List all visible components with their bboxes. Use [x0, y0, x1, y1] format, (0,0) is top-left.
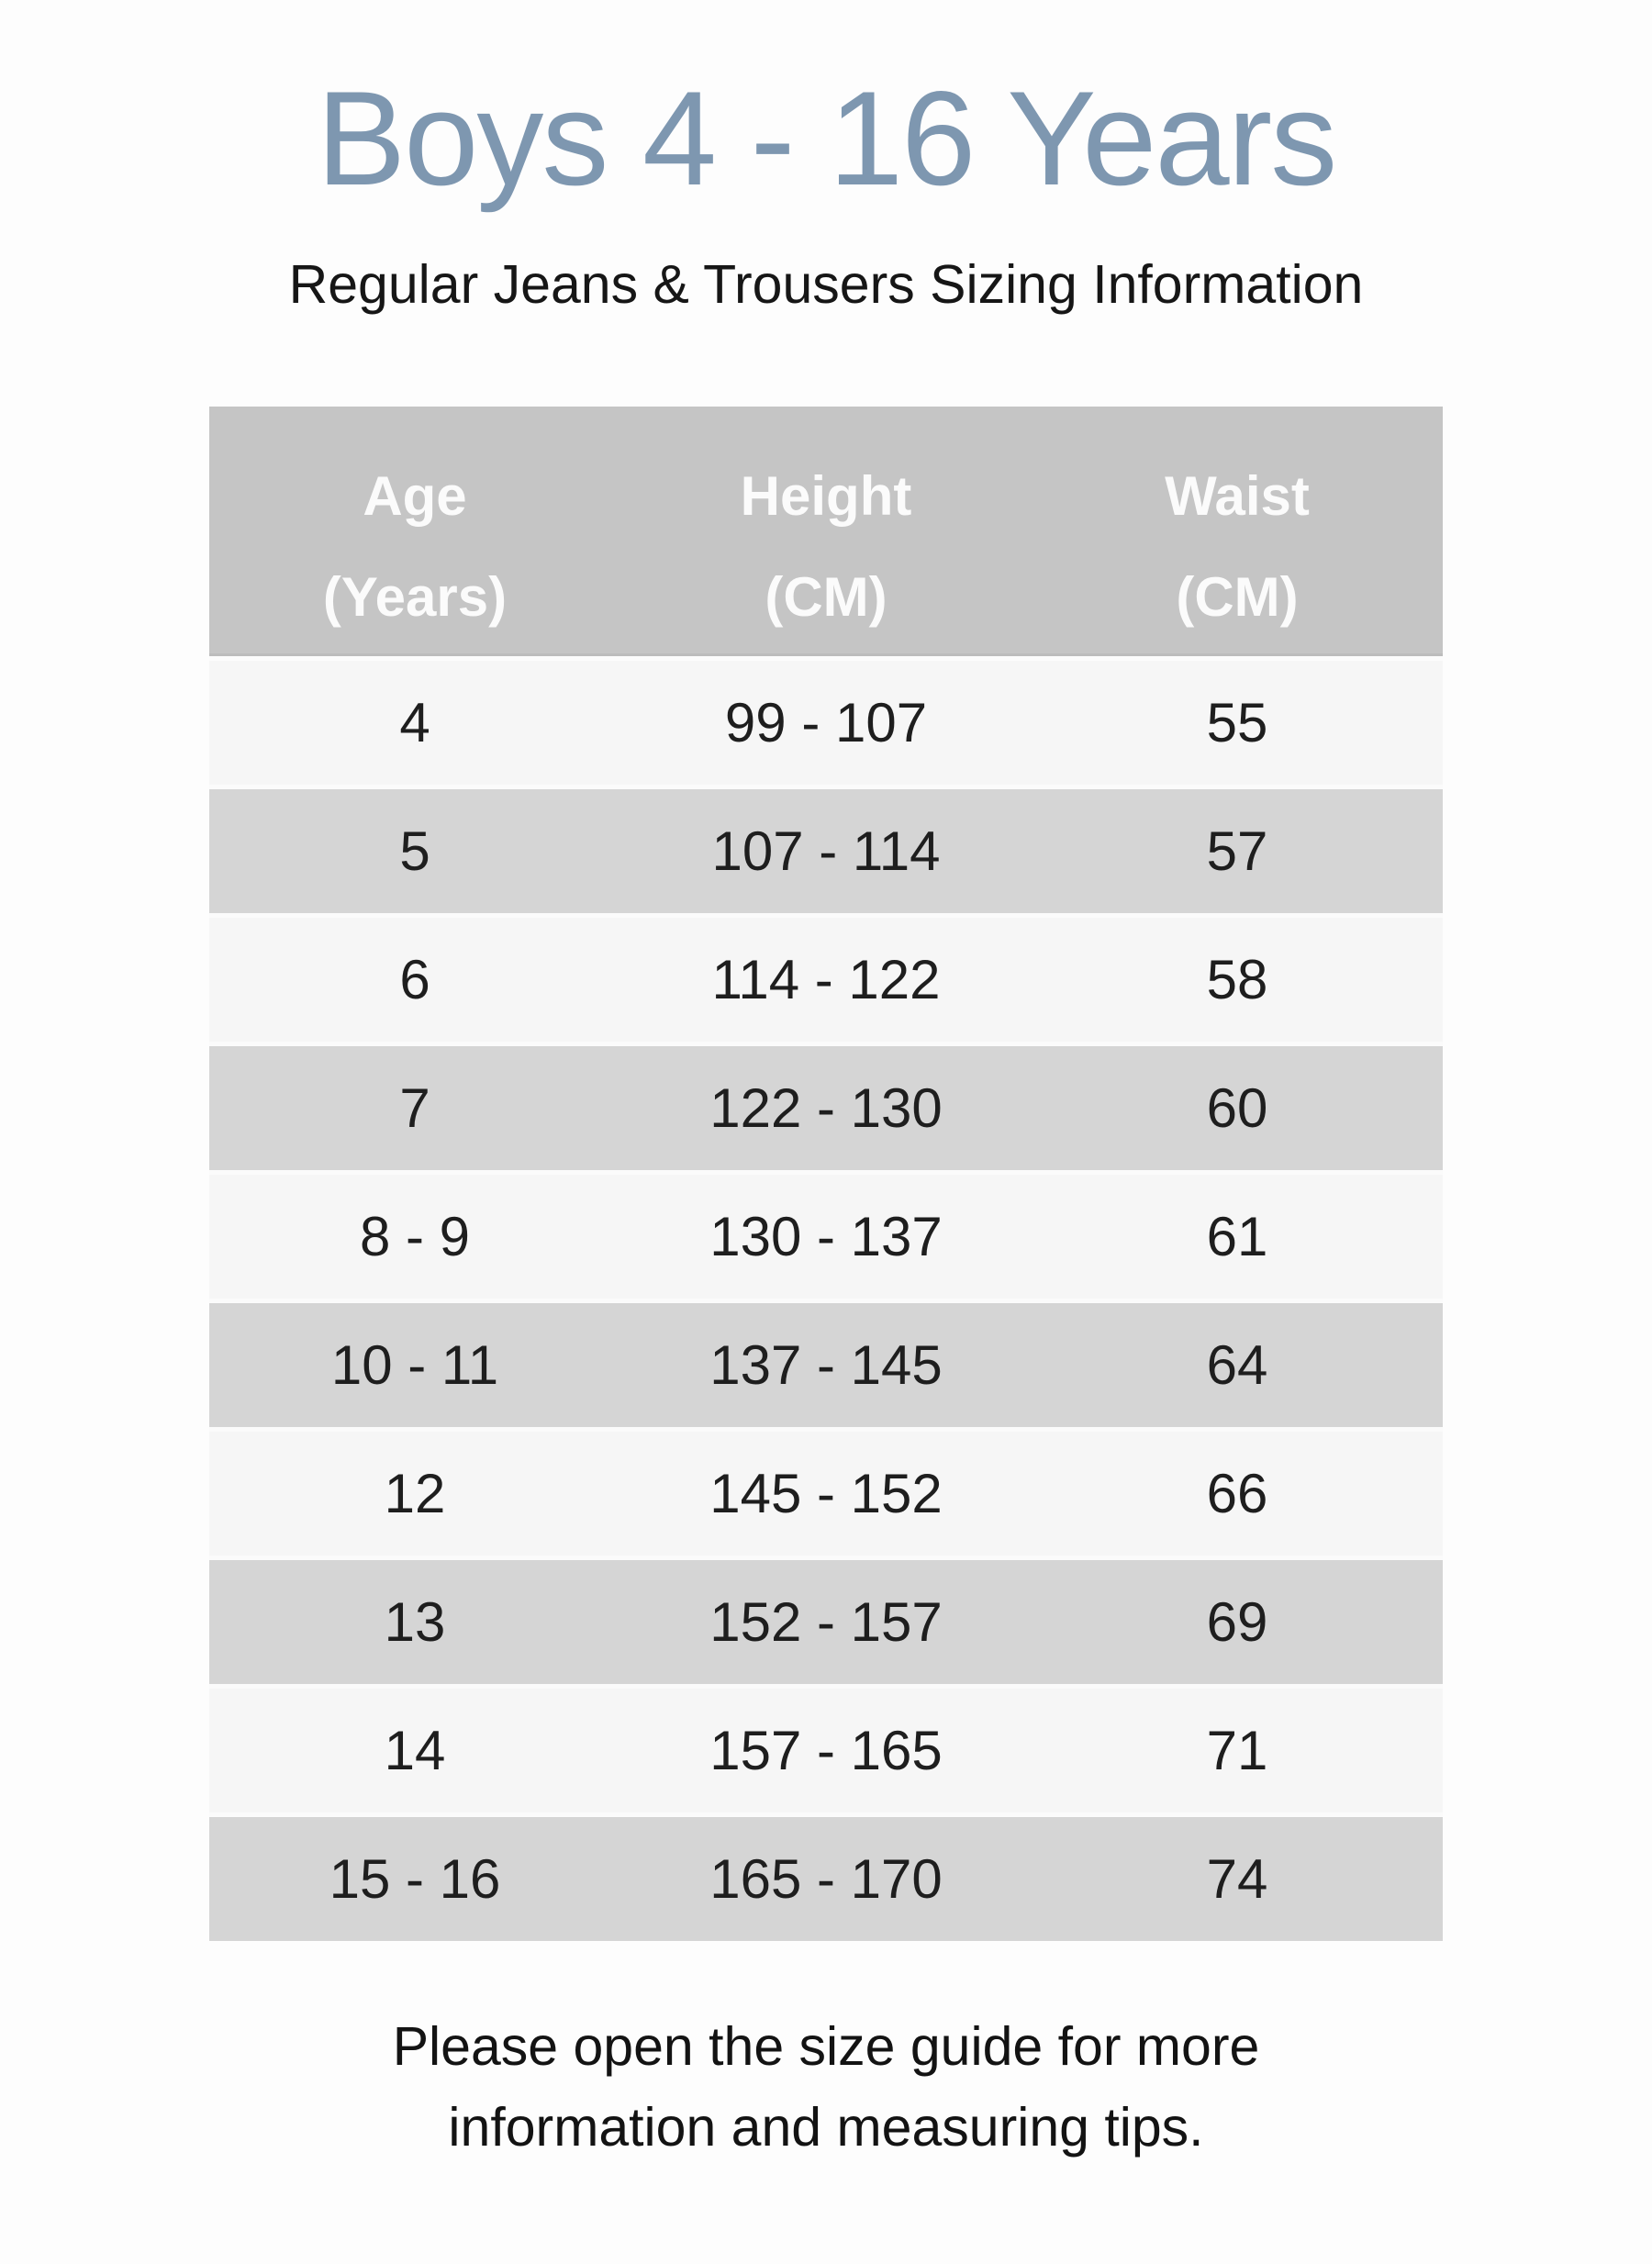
- table-row: [209, 1042, 1443, 1170]
- cell-age: 6: [399, 948, 430, 1010]
- cell-waist: 66: [1206, 1462, 1268, 1524]
- table-row: [209, 1684, 1443, 1812]
- cell-age: 14: [384, 1719, 446, 1781]
- size-table: [209, 407, 1443, 1941]
- cell-waist: 69: [1206, 1590, 1268, 1653]
- column-header-waist-title: Waist: [1165, 464, 1310, 527]
- cell-height: 152 - 157: [709, 1590, 943, 1653]
- cell-age: 15 - 16: [329, 1847, 501, 1910]
- cell-height: 130 - 137: [709, 1205, 943, 1267]
- cell-age: 8 - 9: [359, 1205, 471, 1267]
- table-row: [209, 1812, 1443, 1941]
- column-header-height-unit: (CM): [765, 565, 887, 628]
- cell-waist: 61: [1206, 1205, 1268, 1267]
- cell-age: 12: [384, 1462, 446, 1524]
- table-row: [209, 785, 1443, 913]
- cell-age: 4: [399, 691, 430, 753]
- table-header-row: [209, 407, 1443, 656]
- page-title: Boys 4 - 16 Years: [316, 63, 1336, 213]
- cell-waist: 60: [1206, 1076, 1268, 1139]
- table-row: [209, 1299, 1443, 1427]
- cell-height: 122 - 130: [709, 1076, 943, 1139]
- cell-waist: 74: [1206, 1847, 1268, 1910]
- column-header-waist-unit: (CM): [1176, 565, 1299, 628]
- cell-waist: 58: [1206, 948, 1268, 1010]
- table-row: [209, 1556, 1443, 1684]
- column-header-waist: [1032, 407, 1443, 653]
- column-header-height: [620, 407, 1032, 653]
- column-header-age-title: Age: [363, 464, 467, 527]
- table-row: [209, 1170, 1443, 1299]
- size-chart-page: [0, 61, 1652, 2264]
- cell-height: 165 - 170: [709, 1847, 943, 1910]
- page-subtitle: Regular Jeans & Trousers Sizing Information: [288, 253, 1364, 315]
- column-header-age: [209, 407, 620, 653]
- cell-waist: 64: [1206, 1333, 1268, 1396]
- cell-height: 99 - 107: [724, 691, 928, 753]
- cell-height: 107 - 114: [711, 820, 941, 882]
- column-header-age-unit: (Years): [322, 565, 508, 628]
- cell-age: 10 - 11: [330, 1333, 499, 1396]
- column-header-height-title: Height: [740, 464, 912, 527]
- table-row: [209, 656, 1443, 785]
- cell-age: 7: [399, 1076, 430, 1139]
- table-body: [209, 656, 1443, 1941]
- cell-waist: 57: [1206, 820, 1268, 882]
- footer-note: Please open the size guide for more information and measuring tips.: [392, 2015, 1260, 2158]
- cell-height: 114 - 122: [711, 948, 941, 1010]
- cell-age: 13: [384, 1590, 446, 1653]
- cell-waist: 55: [1206, 691, 1268, 753]
- cell-age: 5: [399, 820, 430, 882]
- table-row: [209, 913, 1443, 1042]
- cell-height: 157 - 165: [709, 1719, 943, 1781]
- cell-height: 145 - 152: [709, 1462, 943, 1524]
- table-row: [209, 1427, 1443, 1556]
- cell-height: 137 - 145: [709, 1333, 943, 1396]
- cell-waist: 71: [1206, 1719, 1268, 1781]
